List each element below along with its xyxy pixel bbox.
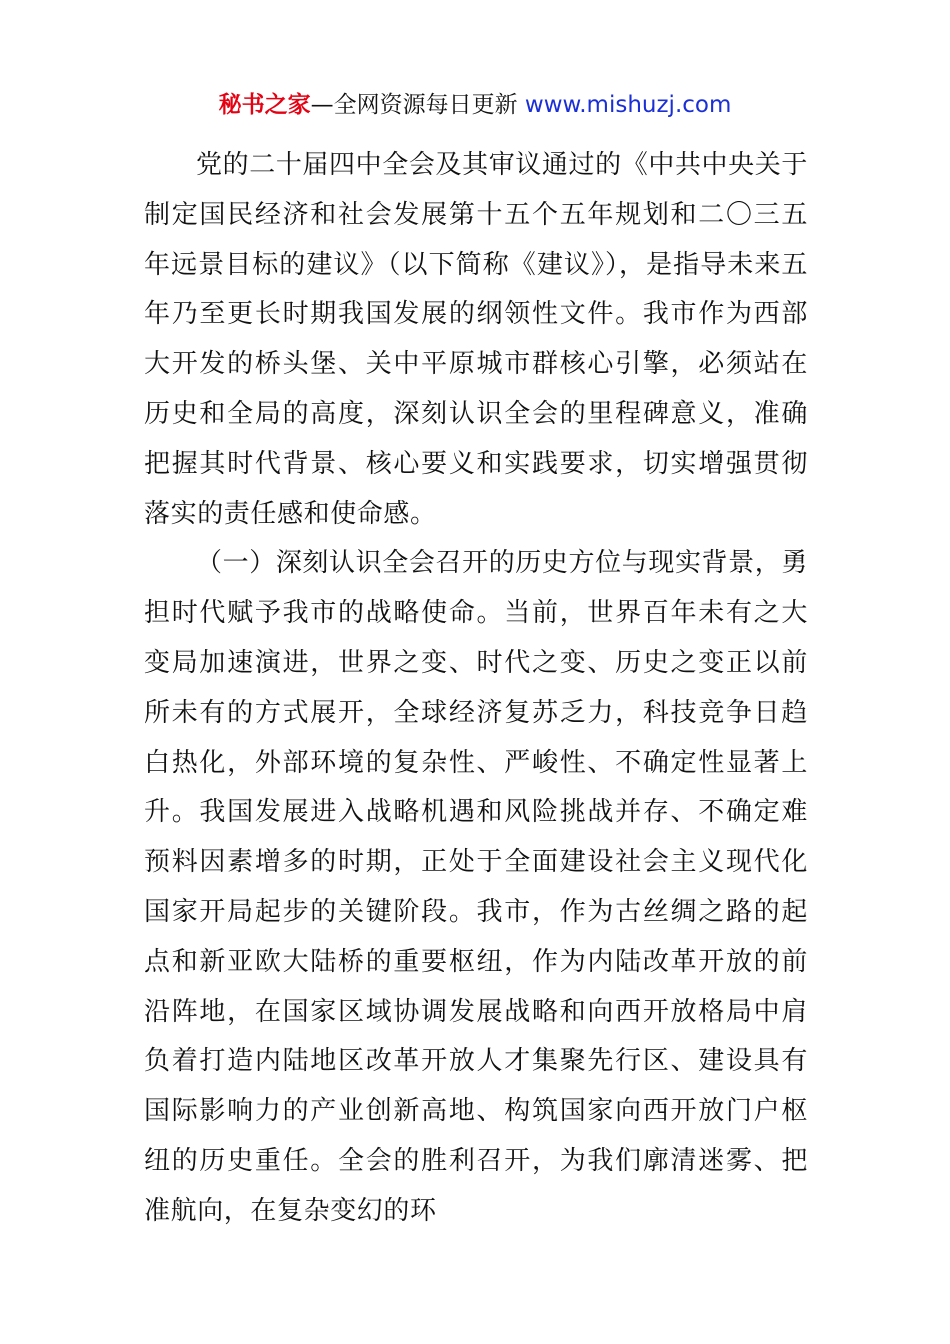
- header-tagline: —全网资源每日更新: [310, 92, 525, 118]
- page-header: [0, 88, 950, 122]
- paragraph-section-one: （一）深刻认识全会召开的历史方位与现实背景，勇担时代赋予我市的战略使命。当前，世界百年未有之大变局加速演进，世界之变、时代之变、历史之变正以前所未有的方式展开，全球经济复苏乏力，科技竞争日趋白热化，外部环境的复杂性、严峻性、不确定性显著上升。我国发展进入战略机遇和风险挑战并存、不确定难预料因素增多的时期，正处于全面建设社会主义现代化国家开局起步的关键阶段。我市，作为古丝绸之路的起点和新亚欧大陆桥的重要枢纽，作为内陆改革开放的前沿阵地，在国家区域协调发展战略和向西开放格局中肩负着打造内陆地区改革开放人才集聚先行区、建设具有国际影响力的产业创新高地、构筑国家向西开放门户枢纽的历史重任。全会的胜利召开，为我们廓清迷雾、把准航向，在复杂变幻的环: [144, 548, 808, 1226]
- site-url-link[interactable]: www.mishuzj.com: [524, 92, 732, 118]
- paragraph-intro: 党的二十届四中全会及其审议通过的《中共中央关于制定国民经济和社会发展第十五个五年规划和二〇三五年远景目标的建议》（以下简称《建议》），是指导未来五年乃至更长时期我国发展的纲领性文件。我市作为西部大开发的桥头堡、关中平原城市群核心引擎，必须站在历史和全局的高度，深刻认识全会的里程碑意义，准确把握其时代背景、核心要义和实践要求，切实增强贯彻落实的责任感和使命感。: [144, 150, 808, 529]
- document-body: [144, 141, 808, 1237]
- brand-name: 秘书之家: [218, 92, 311, 118]
